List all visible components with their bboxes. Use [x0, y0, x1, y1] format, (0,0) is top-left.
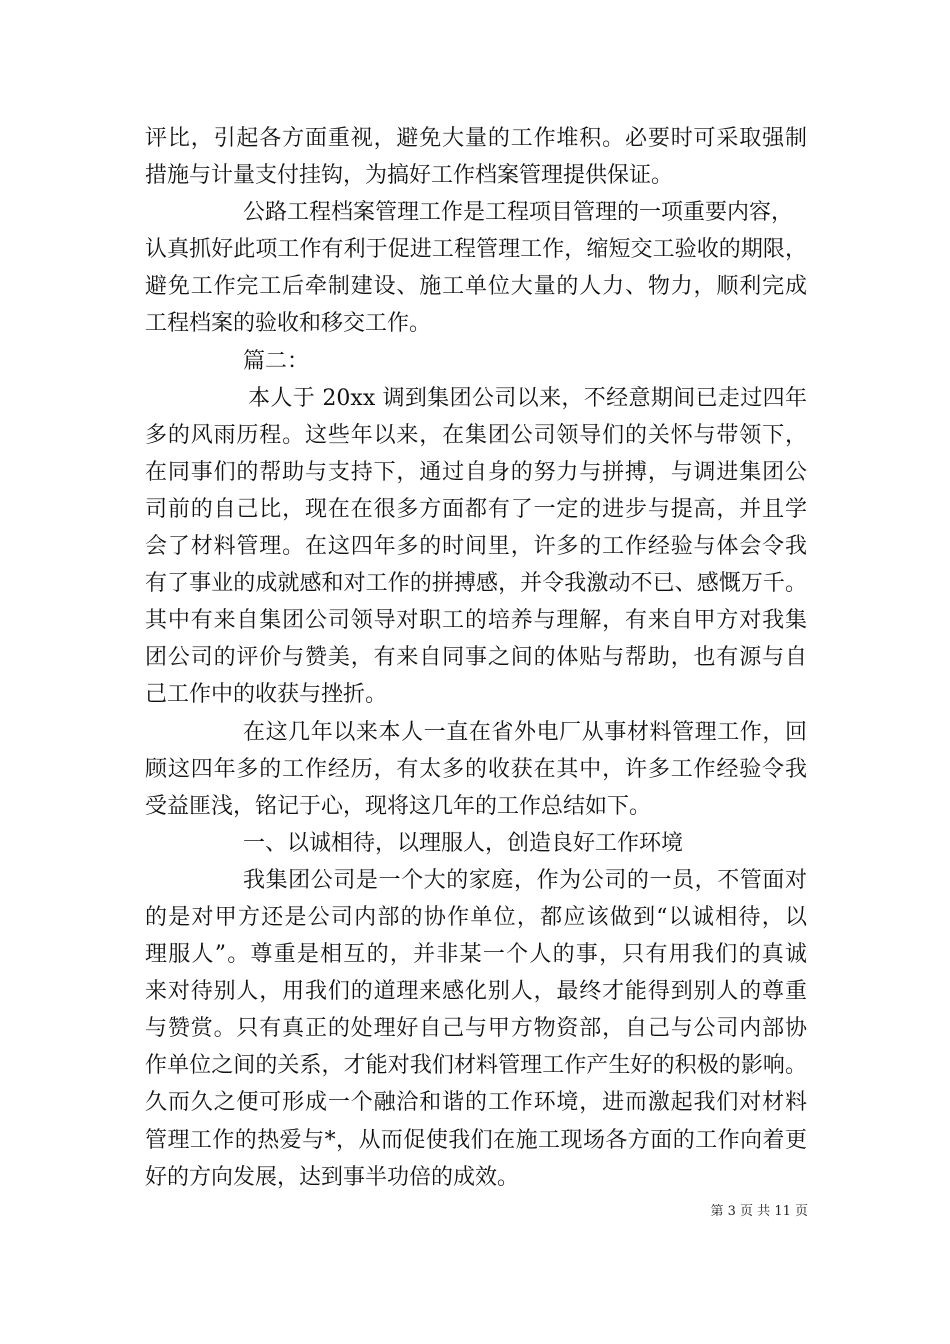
text-line: 认真抓好此项工作有利于促进工程管理工作，缩短交工验收的期限， [145, 237, 807, 263]
text-line: 措施与计量支付挂钩，为搞好工作档案管理提供保证。 [145, 163, 674, 189]
text-line: 在同事们的帮助与支持下，通过自身的努力与拼搏，与调进集团公 [145, 459, 807, 485]
text-line: 与赞赏。只有真正的处理好自己与甲方物资部，自己与公司内部协 [145, 1016, 807, 1042]
section-heading: 篇二： [243, 348, 310, 374]
text-line: 久而久之便可形成一个融洽和谐的工作环境，进而激起我们对材料 [145, 1090, 807, 1116]
text-line: 避免工作完工后牵制建设、施工单位大量的人力、物力，顺利完成 [145, 274, 807, 300]
text-line: 理服人”。尊重是相互的，并非某一个人的事，只有用我们的真诚 [145, 942, 807, 968]
text-line: 会了材料管理。在这四年多的时间里，许多的工作经验与体会令我 [145, 534, 807, 560]
paragraph-start-line: 本人于 20xx 调到集团公司以来，不经意期间已走过四年 [248, 385, 807, 411]
text-line: 多的风雨历程。这些年以来，在集团公司领导们的关怀与带领下， [145, 422, 807, 448]
text-line: 司前的自己比，现在在很多方面都有了一定的进步与提高，并且学 [145, 496, 807, 522]
text-line: 评比，引起各方面重视，避免大量的工作堆积。必要时可采取强制 [145, 126, 807, 151]
paragraph-start-line: 我集团公司是一个大的家庭，作为公司的一员，不管面对 [243, 867, 807, 893]
text-line: 顾这四年多的工作经历，有太多的收获在其中，许多工作经验令我 [145, 756, 807, 782]
text-line: 己工作中的收获与挫折。 [145, 682, 388, 708]
page-number-footer: 第 3 页 共 11 页 [710, 1204, 808, 1219]
text-line: 团公司的评价与赞美，有来自同事之间的体贴与帮助，也有源与自 [145, 645, 807, 671]
body-text [145, 120, 807, 1196]
paragraph-start-line: 在这几年以来本人一直在省外电厂从事材料管理工作，回 [243, 719, 807, 745]
text-line: 有了事业的成就感和对工作的拼搏感，并令我激动不已、感慨万千。 [145, 571, 807, 597]
text-line: 其中有来自集团公司领导对职工的培养与理解，有来自甲方对我集 [145, 608, 807, 634]
text-line: 受益匪浅，铭记于心，现将这几年的工作总结如下。 [145, 793, 652, 819]
text-line: 的是对甲方还是公司内部的协作单位，都应该做到“以诚相待，以 [145, 904, 807, 930]
text-line: 作单位之间的关系，才能对我们材料管理工作产生好的积极的影响。 [145, 1053, 807, 1079]
text-line: 好的方向发展，达到事半功倍的成效。 [145, 1164, 520, 1190]
section-heading: 一、以诚相待，以理服人，创造良好工作环境 [243, 830, 684, 856]
paragraph-start-line: 公路工程档案管理工作是工程项目管理的一项重要内容， [243, 200, 794, 226]
text-line: 工程档案的验收和移交工作。 [145, 311, 432, 337]
text-line: 来对待别人，用我们的道理来感化别人，最终才能得到别人的尊重 [145, 979, 807, 1005]
text-line: 管理工作的热爱与*，从而促使我们在施工现场各方面的工作向着更 [145, 1127, 807, 1153]
